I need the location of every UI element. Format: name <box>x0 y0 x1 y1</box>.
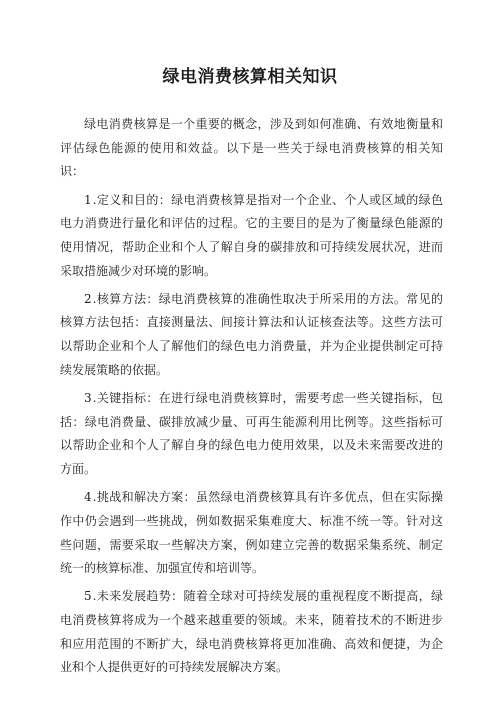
item-text: .未来发展趋势：随着全球对可持续发展的重视程度不断提高，绿电消费核算将成为一个越来越重要的领域。未来，随着技术的不断进步和应用范围的不断扩大，绿电消费核算将更加准确、高效和便捷，为企业和个人提供更好的可持续发展解决方案。 <box>60 589 443 675</box>
item-number: 1 <box>84 192 92 207</box>
item-number: 5 <box>84 589 92 604</box>
item-number: 3 <box>84 390 92 405</box>
item-text: .定义和目的：绿电消费核算是指对一个企业、个人或区域的绿色电力消费进行量化和评估的过程。它的主要目的是为了衡量绿色能源的使用情况，帮助企业和个人了解自身的碳排放和可持续发展状况，进而采取措施减少对环境的影响。 <box>60 192 443 278</box>
document-title: 绿电消费核算相关知识 <box>162 67 338 87</box>
intro-paragraph: 绿电消费核算是一个重要的概念，涉及到如何准确、有效地衡量和评估绿色能源的使用和效益。以下是一些关于绿电消费核算的相关知识： <box>60 117 443 179</box>
item-number: 4 <box>84 490 92 505</box>
item-number: 2 <box>84 291 92 306</box>
item-text: .核算方法：绿电消费核算的准确性取决于所采用的方法。常见的核算方法包括：直接测量法、间接计算法和认证核查法等。这些方法可以帮助企业和个人了解他们的绿色电力消费量，并为企业提供制定可持续发展策略的依据。 <box>60 291 443 377</box>
list-item <box>60 486 443 581</box>
document-body <box>60 113 443 685</box>
item-text: .挑战和解决方案：虽然绿电消费核算具有许多优点，但在实际操作中仍会遇到一些挑战，例如数据采集难度大、标准不统一等。针对这些问题，需要采取一些解决方案，例如建立完善的数据采集系统、制定统一的核算标准、加强宣传和培训等。 <box>60 490 443 576</box>
list-item <box>60 585 443 680</box>
list-item <box>60 387 443 482</box>
item-text: .关键指标：在进行绿电消费核算时，需要考虑一些关键指标，包括：绿电消费量、碳排放减少量、可再生能源利用比例等。这些指标可以帮助企业和个人了解自身的绿色电力使用效果，以及未来需要改进的方面。 <box>60 390 443 477</box>
list-item <box>60 288 443 383</box>
list-item <box>60 189 443 284</box>
